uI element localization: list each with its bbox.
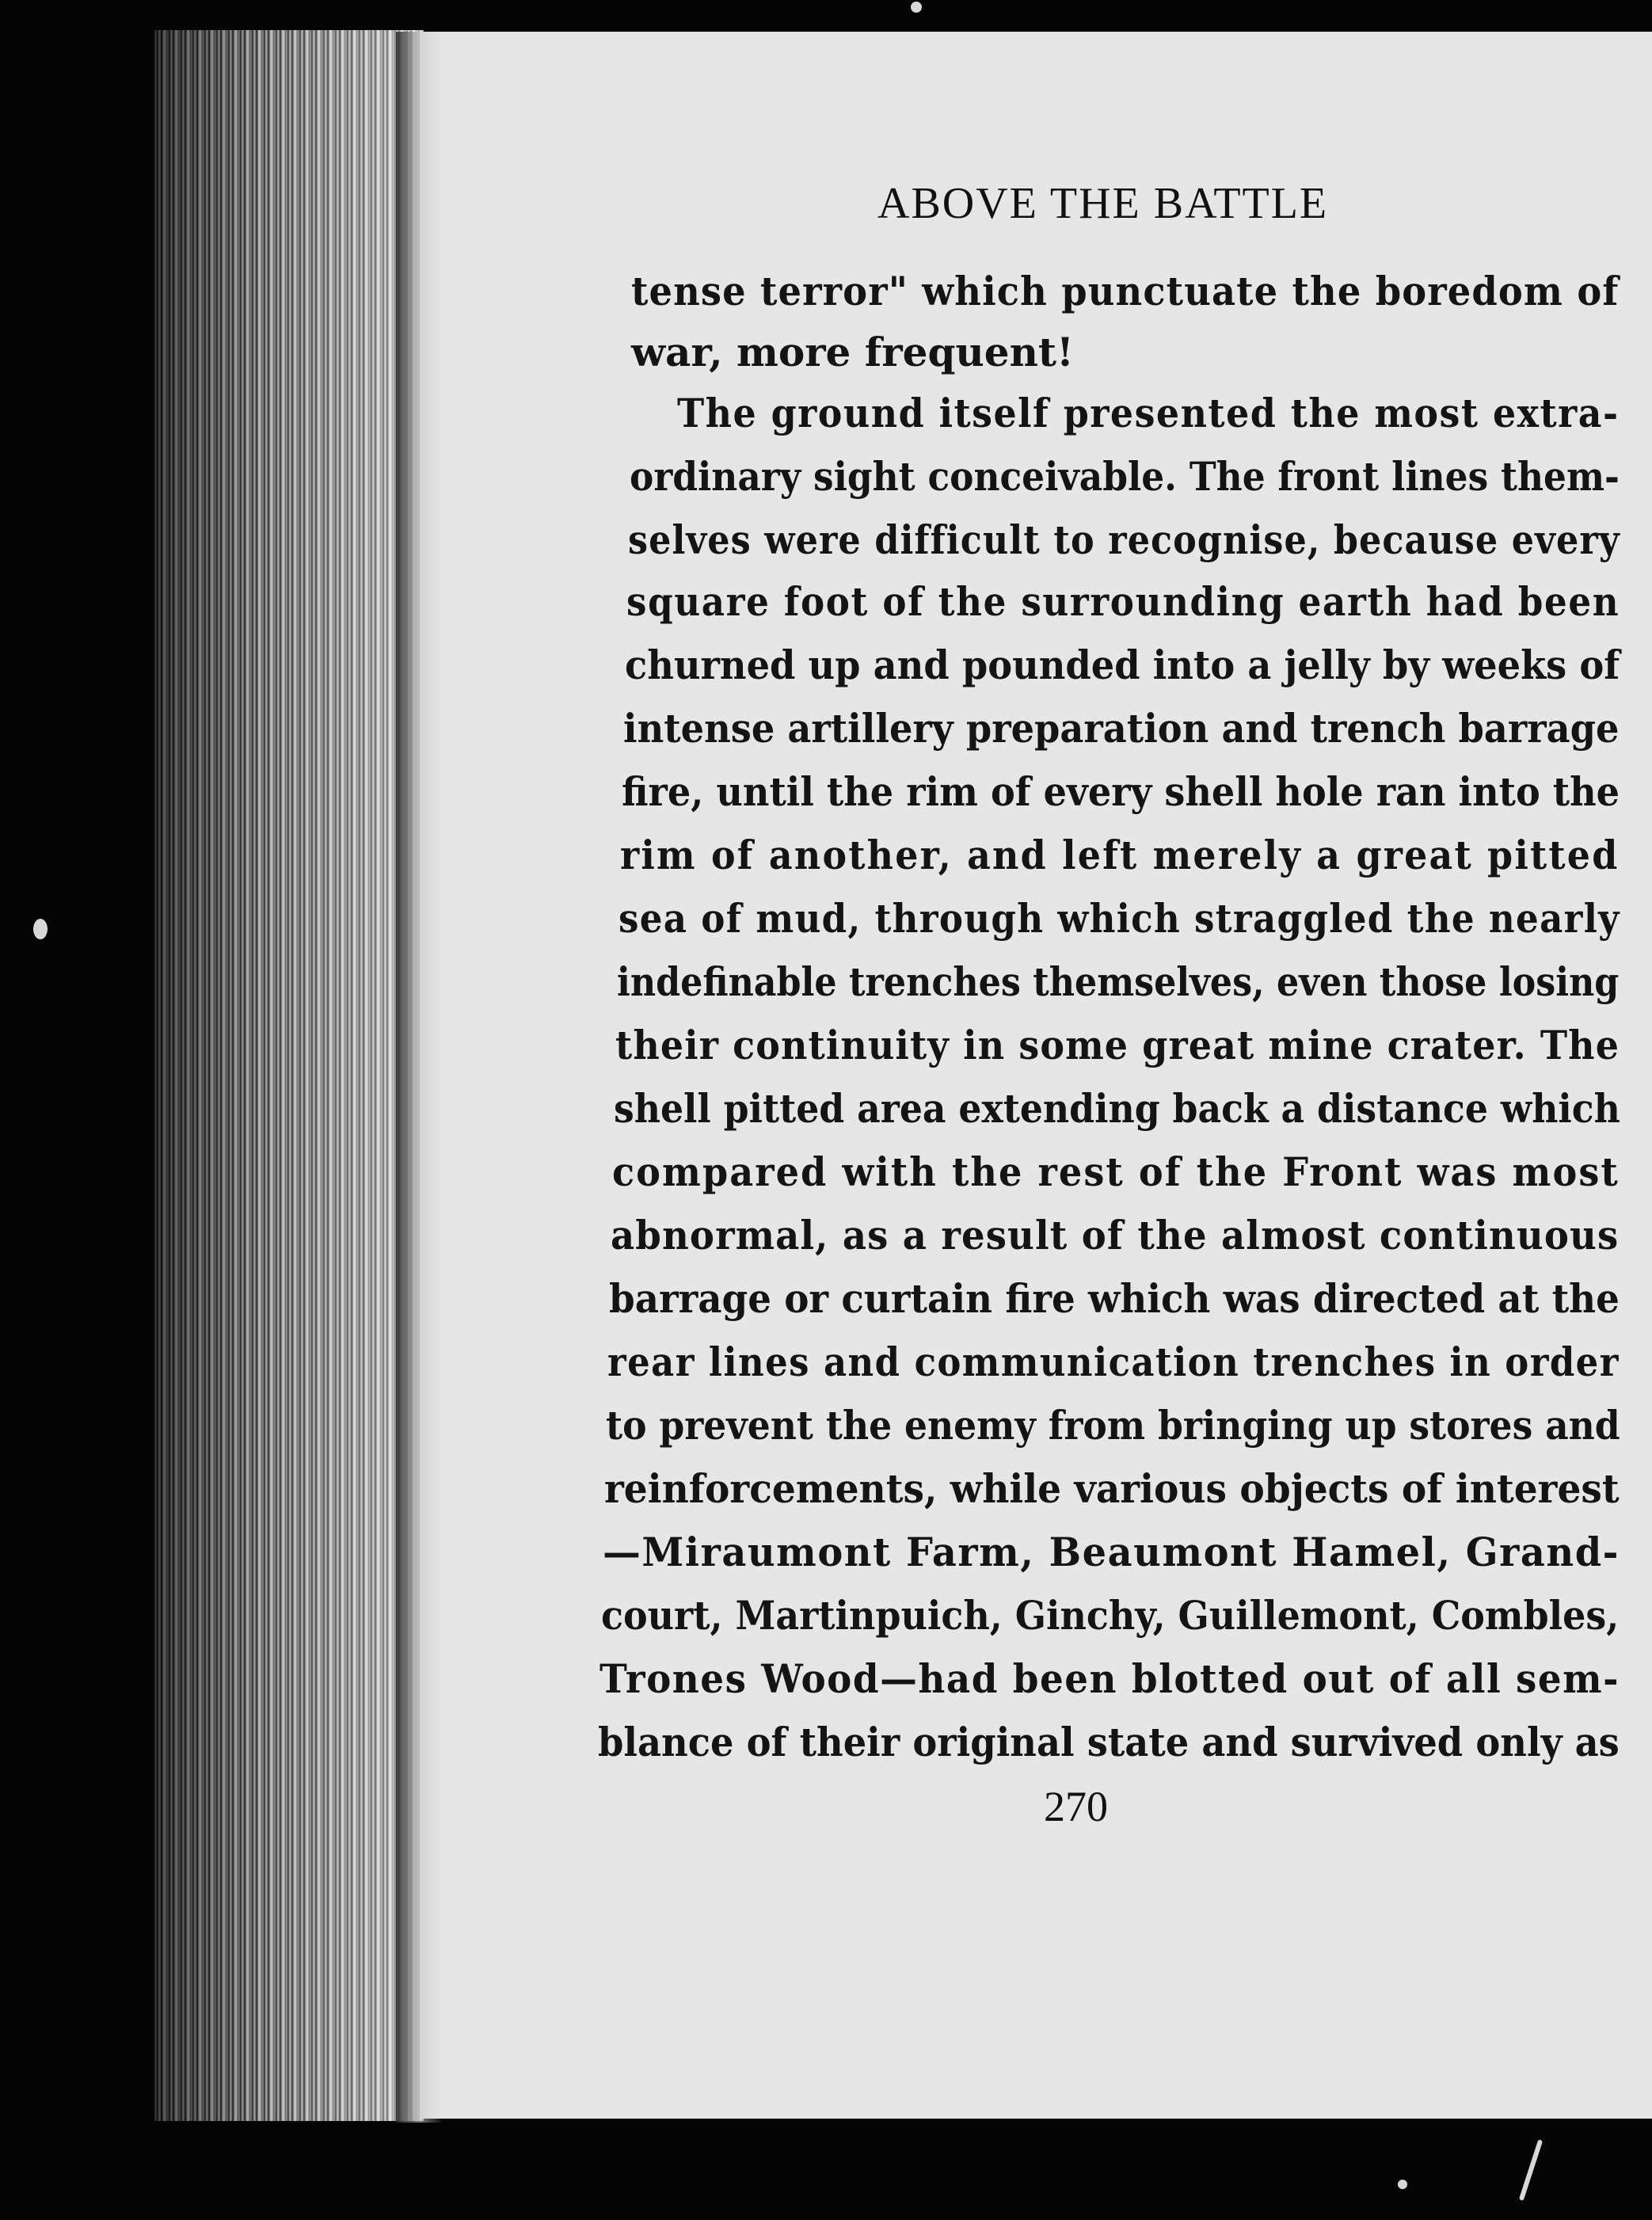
text-line: war, more frequent!: [631, 329, 1074, 375]
text-line: —Miraumont Farm, Beaumont Hamel, Grand-: [603, 1529, 1620, 1575]
gutter-shadow: [396, 32, 443, 2123]
running-head: ABOVE THE BATTLE: [877, 179, 1329, 228]
text-line: abnormal, as a result of the almost continuous: [611, 1212, 1620, 1259]
text-line: churned up and pounded into a jelly by weeks of: [625, 642, 1620, 688]
text-line: barrage or curtain fire which was directed at the: [609, 1275, 1620, 1322]
text-line: court, Martinpuich, Ginchy, Guillemont, Combles,: [601, 1592, 1620, 1639]
scan-speck: [1398, 2180, 1407, 2189]
text-line: selves were difficult to recognise, because every: [628, 516, 1620, 563]
text-line: square foot of the surrounding earth had been: [626, 578, 1620, 625]
text-line: intense artillery preparation and trench barrage: [623, 705, 1620, 752]
page-edges: [154, 30, 424, 2121]
text-line: tense terror" which punctuate the boredom of: [631, 268, 1620, 314]
text-line: compared with the rest of the Front was most: [612, 1148, 1620, 1195]
text-line: rear lines and communication trenches in order: [607, 1338, 1620, 1385]
page-number: 270: [1044, 1783, 1108, 1830]
text-line: reinforcements, while various objects of interest: [604, 1465, 1620, 1512]
text-line: The ground itself presented the most extra-: [677, 390, 1620, 436]
text-line: indefinable trenches themselves, even those losing: [617, 958, 1620, 1005]
text-line: fire, until the rim of every shell hole ran into the: [622, 768, 1620, 815]
scan-speck: [911, 2, 922, 13]
text-line: rim of another, and left merely a great pitted: [620, 832, 1620, 878]
scan-speck: [33, 919, 48, 939]
text-line: ordinary sight conceivable. The front lines them-: [630, 453, 1620, 500]
scan-speck: [1519, 2139, 1543, 2201]
text-line: their continuity in some great mine crater. The: [615, 1022, 1620, 1068]
text-line: Trones Wood—had been blotted out of all sem-: [600, 1655, 1620, 1702]
text-line: shell pitted area extending back a distance which: [614, 1085, 1620, 1132]
text-line: to prevent the enemy from bringing up stores and: [606, 1402, 1620, 1449]
text-line: sea of mud, through which straggled the nearly: [619, 895, 1620, 942]
text-line: blance of their original state and survived only as: [598, 1719, 1620, 1765]
